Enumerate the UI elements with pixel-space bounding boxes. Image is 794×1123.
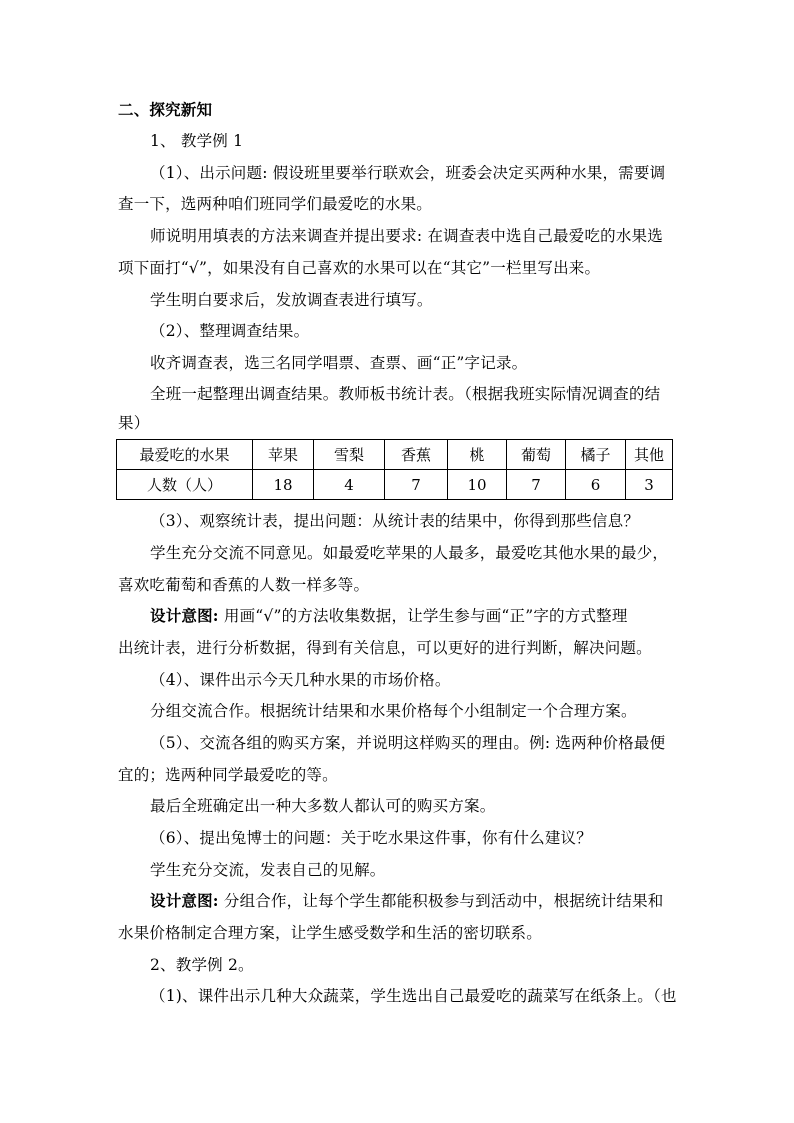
fruit-survey-table: [116, 439, 673, 500]
paragraph-line: （1)、课件出示几种大众蔬菜，学生选出自己最爱吃的蔬菜写在纸条上。（也: [150, 987, 677, 1005]
paragraph-line: （4）、课件出示今天几种水果的市场价格。: [150, 671, 451, 689]
paragraph-line: 学生充分交流不同意见。如最爱吃苹果的人最多，最爱吃其他水果的最少，: [150, 544, 669, 562]
paragraph-line: 学生明白要求后，发放调查表进行填写。: [150, 291, 433, 309]
paragraph-line: 喜欢吃葡萄和香蕉的人数一样多等。: [118, 576, 370, 594]
paragraph-line: （6）、提出兔博士的问题：关于吃水果这件事，你有什么建议？: [150, 829, 592, 847]
table-cell: 6: [566, 470, 626, 500]
paragraph-line: （1）、出示问题: 假设班里要举行联欢会，班委会决定买两种水果，需要调: [150, 164, 666, 182]
table-header-cell: 橘子: [566, 440, 626, 470]
paragraph-line: 全班一起整理出调查结果。教师板书统计表。（根据我班实际情况调查的结: [150, 385, 661, 403]
table-row: [117, 470, 673, 500]
table-header-cell: 香蕉: [385, 440, 448, 470]
paragraph-line: 项下面打“√”，如果没有自己喜欢的水果可以在“其它”一栏里写出来。: [118, 259, 601, 277]
table-cell: 7: [385, 470, 448, 500]
paragraph-line: 宜的；选两种同学最爱吃的等。: [118, 766, 338, 784]
design-intent-text: 用画“√”的方法收集数据，让学生参与画“正”字的方式整理: [223, 607, 628, 625]
paragraph-line: 收齐调查表，选三名同学唱票、查票、画“正”字记录。: [150, 354, 528, 372]
paragraph-line: 最后全班确定出一种大多数人都认可的购买方案。: [150, 797, 496, 815]
table-row-label: 人数（人）: [117, 470, 253, 500]
table-cell: 4: [314, 470, 385, 500]
paragraph-line: 水果价格制定合理方案，让学生感受数学和生活的密切联系。: [118, 924, 542, 942]
paragraph-line: 学生充分交流，发表自己的见解。: [150, 861, 386, 879]
table-header-cell: 桃: [448, 440, 507, 470]
table-header-cell: 苹果: [253, 440, 314, 470]
table-cell: 3: [626, 470, 673, 500]
design-intent-line: [150, 891, 663, 911]
paragraph-line: 出统计表，进行分析数据，得到有关信息，可以更好的进行判断，解决问题。: [118, 639, 652, 657]
table-header-cell: 其他: [626, 440, 673, 470]
design-intent-label: 设计意图:: [150, 891, 219, 910]
table-header-cell: 葡萄: [507, 440, 566, 470]
table-header-cell: 雪梨: [314, 440, 385, 470]
section-heading: 二、探究新知: [118, 100, 213, 119]
subsection-heading-example-2: 2、教学例 2。: [150, 956, 254, 974]
table-cell: 18: [253, 470, 314, 500]
paragraph-line: （2）、整理调查结果。: [150, 322, 310, 340]
table-cell: 7: [507, 470, 566, 500]
table-header-cell: 最爱吃的水果: [117, 440, 253, 470]
design-intent-label: 设计意图:: [150, 606, 219, 625]
paragraph-line: 果）: [118, 414, 150, 432]
paragraph-line: （3）、观察统计表，提出问题：从统计表的结果中，你得到那些信息？: [150, 512, 640, 530]
paragraph-line: 师说明用填表的方法来调查并提出要求: 在调查表中选自己最爱吃的水果选: [150, 227, 663, 245]
design-intent-text: 分组合作，让每个学生都能积极参与到活动中，根据统计结果和: [223, 892, 664, 910]
table-header-row: [117, 440, 673, 470]
paragraph-line: 分组交流合作。根据统计结果和水果价格每个小组制定一个合理方案。: [150, 702, 637, 720]
design-intent-line: [150, 606, 628, 626]
paragraph-line: （5）、交流各组的购买方案，并说明这样购买的理由。例: 选两种价格最便: [150, 734, 666, 752]
table-cell: 10: [448, 470, 507, 500]
paragraph-line: 查一下，选两种咱们班同学们最爱吃的水果。: [118, 195, 433, 213]
subsection-heading-example-1: 1、 教学例 1: [150, 132, 244, 150]
